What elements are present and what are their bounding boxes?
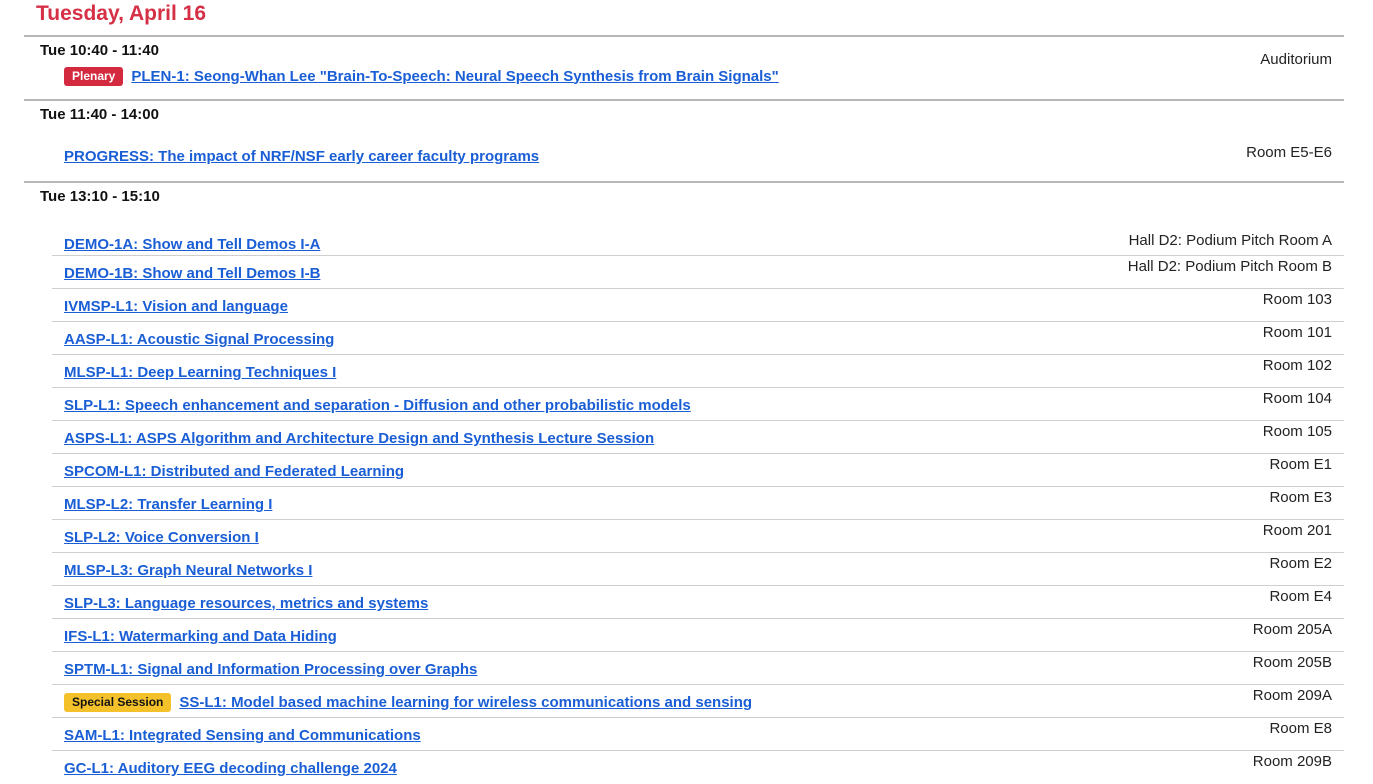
session-row [52, 487, 1344, 520]
session-row [52, 751, 1344, 783]
session-link[interactable]: IFS-L1: Watermarking and Data Hiding [64, 628, 337, 645]
time-slot-label: Tue 11:40 - 14:00 [40, 106, 159, 123]
session-row [52, 421, 1344, 454]
session-room: Room 205A [1252, 621, 1332, 638]
session-link[interactable]: SPCOM-L1: Distributed and Federated Learning [64, 463, 405, 480]
session-link[interactable]: SPTM-L1: Signal and Information Processing over Graphs [64, 661, 478, 678]
session-row [52, 322, 1344, 355]
session-room: Hall D2: Podium Pitch Room B [1127, 258, 1332, 275]
session-row [52, 586, 1344, 619]
session-row [52, 685, 1344, 718]
session-room: Room E2 [1269, 555, 1332, 572]
session-room: Room E3 [1269, 489, 1332, 506]
time-block [24, 99, 1344, 181]
session-room: Auditorium [1260, 51, 1332, 68]
session-link[interactable]: DEMO-1A: Show and Tell Demos I-A [64, 236, 321, 253]
time-block [24, 35, 1344, 99]
session-room: Room E8 [1269, 720, 1332, 737]
session-link[interactable]: AASP-L1: Acoustic Signal Processing [64, 331, 335, 348]
time-slot-label: Tue 10:40 - 11:40 [40, 42, 159, 59]
session-link[interactable]: MLSP-L2: Transfer Learning I [64, 496, 273, 513]
schedule-list [24, 35, 1344, 783]
day-title: Tuesday, April 16 [36, 2, 206, 25]
session-room: Room 201 [1262, 522, 1332, 539]
session-link[interactable]: SS-L1: Model based machine learning for wireless communications and sensing [179, 693, 753, 711]
session-room: Room 103 [1262, 291, 1332, 308]
session-room: Room 205B [1252, 654, 1332, 671]
session-row [52, 355, 1344, 388]
session-row [52, 135, 1344, 175]
session-row [52, 51, 1344, 97]
session-row [52, 289, 1344, 322]
session-row [52, 718, 1344, 751]
session-room: Room 105 [1262, 423, 1332, 440]
plenary-badge: Plenary [64, 67, 123, 86]
session-room: Room E1 [1269, 456, 1332, 473]
session-link[interactable]: SLP-L1: Speech enhancement and separation - Diffusion and other probabilistic models [64, 397, 691, 414]
session-link[interactable]: PROGRESS: The impact of NRF/NSF early career faculty programs [64, 148, 540, 165]
session-link[interactable]: SLP-L3: Language resources, metrics and systems [64, 595, 429, 612]
session-link[interactable]: DEMO-1B: Show and Tell Demos I-B [64, 265, 321, 282]
time-block [24, 181, 1344, 783]
session-link[interactable]: SAM-L1: Integrated Sensing and Communications [64, 727, 421, 744]
session-row [52, 553, 1344, 586]
session-room: Room E4 [1269, 588, 1332, 605]
session-room: Room 104 [1262, 390, 1332, 407]
session-row [52, 619, 1344, 652]
session-link[interactable]: MLSP-L1: Deep Learning Techniques I [64, 364, 337, 381]
session-room: Room 209A [1252, 687, 1332, 704]
session-room: Hall D2: Podium Pitch Room A [1128, 232, 1332, 249]
session-row [52, 520, 1344, 553]
session-link[interactable]: MLSP-L3: Graph Neural Networks I [64, 562, 313, 579]
session-link[interactable]: PLEN-1: Seong-Whan Lee "Brain-To-Speech: Neural Speech Synthesis from Brain Signals" [131, 67, 779, 85]
session-room: Room 101 [1262, 324, 1332, 341]
session-room: Room 102 [1262, 357, 1332, 374]
special-session-badge: Special Session [64, 693, 171, 712]
session-row [52, 256, 1344, 289]
session-room: Room 209B [1252, 753, 1332, 770]
session-row [52, 388, 1344, 421]
session-row [52, 652, 1344, 685]
session-link[interactable]: IVMSP-L1: Vision and language [64, 298, 288, 315]
session-room: Room E5-E6 [1246, 144, 1332, 161]
time-slot-label: Tue 13:10 - 15:10 [40, 188, 160, 205]
session-link[interactable]: ASPS-L1: ASPS Algorithm and Architecture Design and Synthesis Lecture Session [64, 430, 655, 447]
session-row [52, 454, 1344, 487]
session-link[interactable]: SLP-L2: Voice Conversion I [64, 529, 259, 546]
session-link[interactable]: GC-L1: Auditory EEG decoding challenge 2024 [64, 760, 397, 777]
session-row [52, 222, 1344, 256]
